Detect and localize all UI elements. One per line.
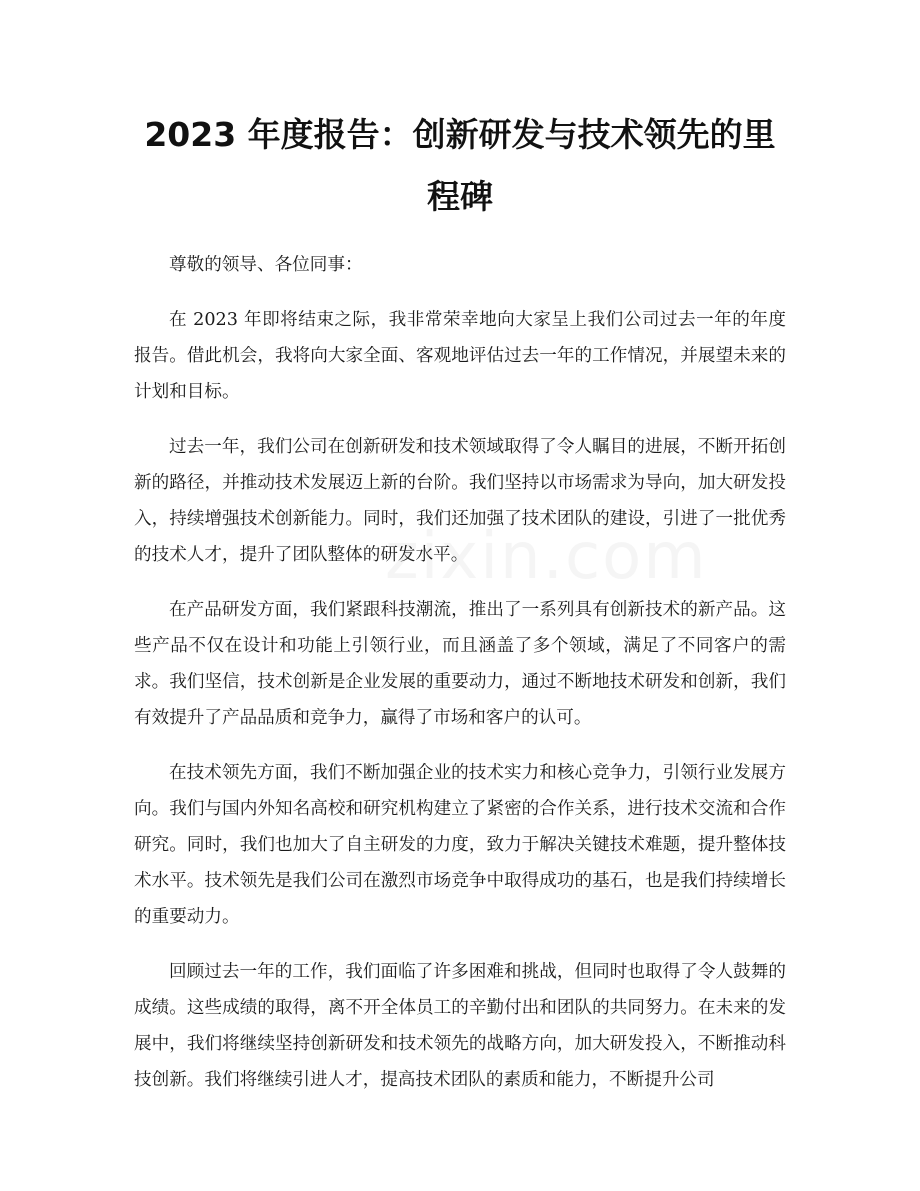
watermark: zixin.com	[385, 520, 708, 594]
document-title: 2023 年度报告：创新研发与技术领先的里程碑	[144, 115, 776, 216]
greeting: 尊敬的领导、各位同事：	[169, 255, 363, 275]
paragraph: 在 2023 年即将结束之际，我非常荣幸地向大家呈上我们公司过去一年的年度报告。借此机会，我将向大家全面、客观地评估过去一年的工作情况，并展望未来的计划和目标。	[134, 310, 786, 402]
paragraph: 在技术领先方面，我们不断加强企业的技术实力和核心竞争力，引领行业发展方向。我们与国内外知名高校和研究机构建立了紧密的合作关系，进行技术交流和合作研究。同时，我们也加大了自主研发的力度，致力于解决关键技术难题，提升整体技术水平。技术领先是我们公司在激烈市场竞争中取得成功的基石，也是我们持续增长的重要动力。	[134, 763, 786, 927]
document-body	[134, 247, 786, 1117]
paragraph: 回顾过去一年的工作，我们面临了许多困难和挑战，但同时也取得了令人鼓舞的成绩。这些成绩的取得，离不开全体员工的辛勤付出和团队的共同努力。在未来的发展中，我们将继续坚持创新研发和技术领先的战略方向，加大研发投入，不断推动科技创新。我们将继续引进人才，提高技术团队的素质和能力，不断提升公司	[134, 962, 786, 1090]
paragraph: 在产品研发方面，我们紧跟科技潮流，推出了一系列具有创新技术的新产品。这些产品不仅在设计和功能上引领行业，而且涵盖了多个领域，满足了不同客户的需求。我们坚信，技术创新是企业发展的重要动力，通过不断地技术研发和创新，我们有效提升了产品品质和竞争力，赢得了市场和客户的认可。	[134, 600, 786, 728]
paragraph: 过去一年，我们公司在创新研发和技术领域取得了令人瞩目的进展，不断开拓创新的路径，并推动技术发展迈上新的台阶。我们坚持以市场需求为导向，加大研发投入，持续增强技术创新能力。同时，我们还加强了技术团队的建设，引进了一批优秀的技术人才，提升了团队整体的研发水平。	[134, 437, 786, 565]
